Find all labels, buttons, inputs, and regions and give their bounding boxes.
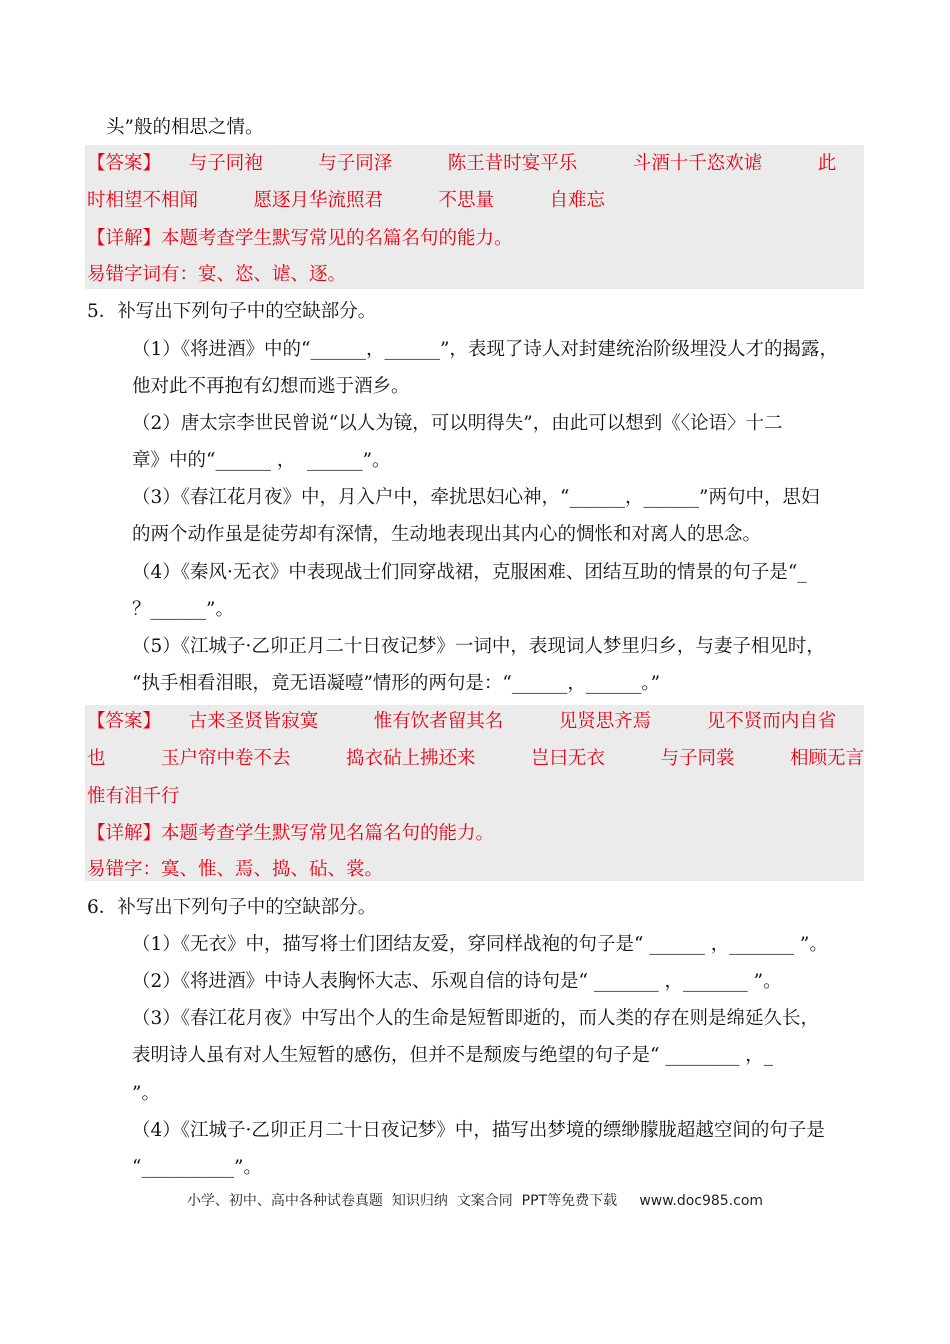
answer-line: 时相望不相闻 愿逐月华流照君 不思量 自难忘 (87, 190, 606, 211)
answer-line: 【答案】 古来圣贤皆寂寞 惟有饮者留其名 见贤思齐焉 见不贤而内自省 (87, 711, 837, 732)
detail-line: 【详解】本题考查学生默写常见名篇名句的能力。 (87, 823, 495, 844)
q6-item-1: （1）《无衣》中，描写将士们团结友爱，穿同样战袍的句子是“ ______ ，_______ ”。 (132, 934, 828, 955)
detail-line: 【详解】本题考查学生默写常见的名篇名句的能力。 (87, 228, 513, 249)
question-6-heading: 6．补写出下列句子中的空缺部分。 (87, 897, 377, 918)
q5-item-2-cont: 章》中的“______ ， ______”。 (132, 450, 391, 471)
q5-item-4-cont: ？______”。 (132, 599, 234, 620)
typo-line: 易错字：寞、惟、焉、捣、砧、裳。 (87, 859, 384, 880)
q5-item-5: （5）《江城子·乙卯正月二十日夜记梦》一词中，表现词人梦里归乡，与妻子相见时， (132, 636, 825, 657)
q5-item-3: （3）《春江花月夜》中，月入户中，牵扰思妇心神，“______，______”两句中，思妇 (132, 487, 820, 508)
q5-item-5-cont: “执手相看泪眼，竟无语凝噎”情形的两句是：“______，______。” (132, 673, 661, 694)
q5-item-3-cont: 的两个动作虽是徒劳却有深情，生动地表现出其内心的惆怅和对离人的思念。 (132, 524, 762, 545)
q6-item-3-cont: 表明诗人虽有对人生短暂的感伤，但并不是颓废与绝望的句子是“ ________ ，_ (132, 1045, 773, 1066)
question-5-heading: 5．补写出下列句子中的空缺部分。 (87, 301, 377, 322)
typo-line: 易错字词有：宴、恣、谑、逐。 (87, 264, 347, 285)
q5-item-4: （4）《秦风·无衣》中表现战士们同穿战裙，克服困难、团结互助的情景的句子是“_ (132, 562, 807, 583)
q5-item-1-cont: 他对此不再抱有幻想而逃于酒乡。 (132, 376, 410, 397)
answer-line: 惟有泪千行 (87, 786, 180, 807)
answer-line: 也 玉户帘中卷不去 捣衣砧上拂还来 岂曰无衣 与子同裳 相顾无言 (87, 748, 865, 769)
q5-item-2: （2）唐太宗李世民曾说“以人为镜，可以明得失”，由此可以想到《〈论语〉十二 (132, 413, 783, 434)
q5-item-1: （1）《将进酒》中的“______，______”，表现了诗人对封建统治阶级埋没人才的揭露， (132, 339, 838, 360)
q6-item-4-cont: “__________”。 (132, 1157, 262, 1178)
q6-item-4: （4）《江城子·乙卯正月二十日夜记梦》中，描写出梦境的缥缈朦胧超越空间的句子是 (132, 1120, 825, 1141)
q6-item-3-end: ”。 (132, 1083, 160, 1104)
page-footer: 小学、初中、高中各种试卷真题 知识归纳 文案合同 PPT等免费下载 www.doc985.com (186, 1193, 764, 1209)
q6-item-2: （2）《将进酒》中诗人表胸怀大志、乐观自信的诗句是“ _______ ，_______ ”。 (132, 971, 782, 992)
q6-item-3: （3）《春江花月夜》中写出个人的生命是短暂即逝的，而人类的存在则是绵延久长， (132, 1008, 820, 1029)
answer-line: 【答案】 与子同袍 与子同泽 陈王昔时宴平乐 斗酒十千恣欢谑 此 (87, 153, 837, 174)
prev-tail: 头”般的相思之情。 (106, 117, 264, 138)
